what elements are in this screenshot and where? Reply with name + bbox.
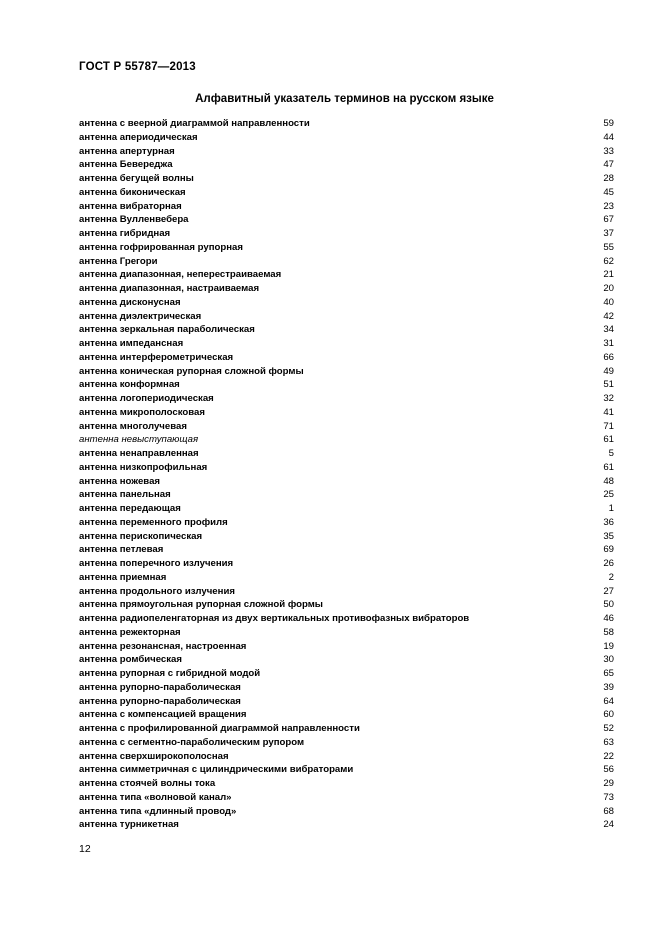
index-entry — [79, 750, 614, 764]
index-term: антенна диапазонная, неперестраиваемая — [79, 269, 282, 281]
index-term: антенна ненаправленная — [79, 448, 199, 459]
index-term: антенна режекторная — [79, 626, 181, 638]
index-entry — [79, 818, 614, 832]
index-entry — [79, 255, 614, 269]
index-entry — [79, 502, 614, 516]
index-entry — [79, 433, 614, 447]
index-term: антенна панельная — [79, 489, 171, 501]
index-term: антенна гибридная — [79, 228, 171, 239]
index-term: антенна апертурная — [79, 145, 175, 157]
index-term: антенна петлевая — [79, 544, 164, 556]
index-term: антенна микрополосковая — [79, 406, 205, 418]
index-entry — [79, 145, 614, 159]
index-page-ref: 31 — [603, 338, 614, 349]
index-page-ref: 42 — [603, 310, 614, 322]
index-entry — [79, 805, 614, 819]
index-page-ref: 1 — [608, 503, 614, 514]
index-entry — [79, 461, 614, 475]
index-entry — [79, 365, 614, 379]
index-term: антенна дисконусная — [79, 296, 181, 308]
index-page-ref: 61 — [603, 461, 614, 473]
index-page-ref: 73 — [603, 791, 614, 803]
index-page-ref: 56 — [603, 764, 614, 776]
index-page-ref: 30 — [603, 654, 614, 666]
index-term: антенна диэлектрическая — [79, 310, 202, 322]
index-page-ref: 29 — [603, 778, 614, 789]
index-term: антенна сверхширокополосная — [79, 750, 229, 762]
index-term: антенна переменного профиля — [79, 516, 228, 528]
term-index-list — [79, 117, 614, 832]
index-term: антенна многолучевая — [79, 420, 187, 432]
index-entry — [79, 241, 614, 255]
index-page-ref: 46 — [603, 613, 614, 624]
index-term: антенна бегущей волны — [79, 173, 194, 184]
index-entry — [79, 598, 614, 612]
index-term: антенна рупорно-параболическая — [79, 681, 241, 693]
index-term: антенна с сегментно-параболическим рупором — [79, 736, 305, 748]
index-entry — [79, 722, 614, 736]
index-entry — [79, 131, 614, 145]
index-entry — [79, 640, 614, 654]
index-term: антенна ножевая — [79, 475, 160, 487]
index-page-ref: 66 — [603, 351, 614, 363]
index-entry — [79, 557, 614, 571]
index-page-ref: 44 — [603, 131, 614, 143]
index-entry — [79, 392, 614, 406]
index-page-ref: 48 — [603, 475, 614, 487]
index-term: антенна импедансная — [79, 338, 184, 349]
index-term: антенна зеркальная параболическая — [79, 324, 255, 336]
index-page-ref: 33 — [603, 145, 614, 157]
index-term: антенна Вулленвебера — [79, 214, 189, 226]
index-page-ref: 28 — [603, 173, 614, 184]
index-page-ref: 63 — [603, 736, 614, 748]
document-code: ГОСТ Р 55787—2013 — [79, 61, 196, 73]
index-page-ref: 64 — [603, 695, 614, 707]
index-entry — [79, 227, 614, 241]
index-page-ref: 61 — [603, 434, 614, 446]
index-term: антенна типа «длинный провод» — [79, 805, 237, 817]
index-term: антенна низкопрофильная — [79, 461, 208, 473]
index-entry — [79, 378, 614, 392]
index-term: антенна симметричная с цилиндрическими вибраторами — [79, 764, 354, 776]
index-page-ref: 34 — [603, 324, 614, 336]
index-entry — [79, 516, 614, 530]
index-term: антенна приемная — [79, 571, 167, 583]
index-page-ref: 50 — [603, 599, 614, 611]
index-entry — [79, 323, 614, 337]
index-term: антенна перископическая — [79, 530, 203, 542]
index-page-ref: 2 — [608, 571, 614, 583]
index-entry — [79, 158, 614, 172]
index-page-ref: 23 — [603, 200, 614, 212]
index-term: антенна резонансная, настроенная — [79, 640, 247, 652]
index-page-ref: 39 — [603, 681, 614, 693]
index-page-ref: 37 — [603, 228, 614, 239]
index-page-ref: 19 — [603, 640, 614, 652]
index-page-ref: 47 — [603, 159, 614, 171]
index-page-ref: 5 — [608, 448, 614, 459]
index-entry — [79, 296, 614, 310]
index-entry — [79, 420, 614, 434]
index-entry — [79, 488, 614, 502]
index-term: антенна турникетная — [79, 819, 179, 831]
index-entry — [79, 282, 614, 296]
index-term: антенна стоячей волны тока — [79, 778, 216, 789]
index-entry — [79, 653, 614, 667]
index-term: антенна прямоугольная рупорная сложной формы — [79, 599, 323, 611]
index-term: антенна гофрированная рупорная — [79, 241, 243, 253]
index-term: антенна рупорная с гибридной модой — [79, 668, 261, 679]
index-term: антенна с компенсацией вращения — [79, 709, 247, 721]
index-term: антенна типа «волновой канал» — [79, 791, 232, 803]
index-entry — [79, 475, 614, 489]
index-page-ref: 65 — [603, 668, 614, 679]
index-term: антенна с веерной диаграммой направленности — [79, 118, 310, 129]
index-page-ref: 52 — [603, 723, 614, 734]
index-entry — [79, 791, 614, 805]
index-term: антенна логопериодическая — [79, 393, 214, 404]
index-page-ref: 21 — [603, 269, 614, 281]
index-page-ref: 22 — [603, 750, 614, 762]
index-page-ref: 20 — [603, 283, 614, 294]
index-page-ref: 36 — [603, 516, 614, 528]
index-page-ref: 69 — [603, 544, 614, 556]
index-entry — [79, 186, 614, 200]
index-entry — [79, 571, 614, 585]
index-entry — [79, 530, 614, 544]
index-term: антенна Грегори — [79, 255, 158, 267]
index-page-ref: 59 — [603, 118, 614, 129]
index-page-ref: 27 — [603, 585, 614, 597]
index-term: антенна биконическая — [79, 186, 186, 198]
index-term: антенна интерферометрическая — [79, 351, 234, 363]
index-term: антенна с профилированной диаграммой направленности — [79, 723, 360, 734]
index-term: антенна поперечного излучения — [79, 558, 234, 569]
index-page-ref: 68 — [603, 805, 614, 817]
index-term: антенна ромбическая — [79, 654, 182, 666]
index-term: антенна продольного излучения — [79, 585, 235, 597]
index-term: антенна вибраторная — [79, 200, 182, 212]
index-page-ref: 67 — [603, 214, 614, 226]
index-entry — [79, 351, 614, 365]
index-page-ref: 40 — [603, 296, 614, 308]
index-term: антенна передающая — [79, 503, 181, 514]
index-page-ref: 45 — [603, 186, 614, 198]
index-entry — [79, 736, 614, 750]
index-term: антенна рупорно-параболическая — [79, 695, 241, 707]
index-entry — [79, 543, 614, 557]
index-page-ref: 58 — [603, 626, 614, 638]
index-page-ref: 32 — [603, 393, 614, 404]
index-entry — [79, 406, 614, 420]
index-entry — [79, 585, 614, 599]
index-page-ref: 49 — [603, 365, 614, 377]
index-entry — [79, 310, 614, 324]
index-page-ref: 35 — [603, 530, 614, 542]
index-entry — [79, 200, 614, 214]
index-page-ref: 25 — [603, 489, 614, 501]
index-entry — [79, 695, 614, 709]
index-term: антенна Бевереджа — [79, 159, 173, 171]
index-page-ref: 51 — [603, 379, 614, 391]
index-term: антенна апериодическая — [79, 131, 198, 143]
page-number: 12 — [79, 843, 91, 855]
index-page-ref: 60 — [603, 709, 614, 721]
index-title: Алфавитный указатель терминов на русском языке — [195, 93, 494, 105]
index-entry — [79, 681, 614, 695]
index-page-ref: 41 — [603, 406, 614, 418]
index-entry — [79, 213, 614, 227]
index-entry — [79, 667, 614, 681]
index-entry — [79, 708, 614, 722]
index-entry — [79, 172, 614, 186]
index-page-ref: 71 — [603, 420, 614, 432]
index-page-ref: 24 — [603, 819, 614, 831]
index-term: антенна конформная — [79, 379, 180, 391]
index-entry — [79, 626, 614, 640]
index-page-ref: 26 — [603, 558, 614, 569]
index-term: антенна радиопеленгаторная из двух вертикальных противофазных вибраторов — [79, 613, 470, 624]
index-entry — [79, 337, 614, 351]
index-page-ref: 55 — [603, 241, 614, 253]
index-entry — [79, 763, 614, 777]
index-term: антенна невыступающая — [79, 434, 199, 446]
index-entry — [79, 117, 614, 131]
index-entry — [79, 447, 614, 461]
index-page-ref: 62 — [603, 255, 614, 267]
index-entry — [79, 268, 614, 282]
index-entry — [79, 612, 614, 626]
index-term: антенна коническая рупорная сложной формы — [79, 365, 304, 377]
index-term: антенна диапазонная, настраиваемая — [79, 283, 260, 294]
index-entry — [79, 777, 614, 791]
